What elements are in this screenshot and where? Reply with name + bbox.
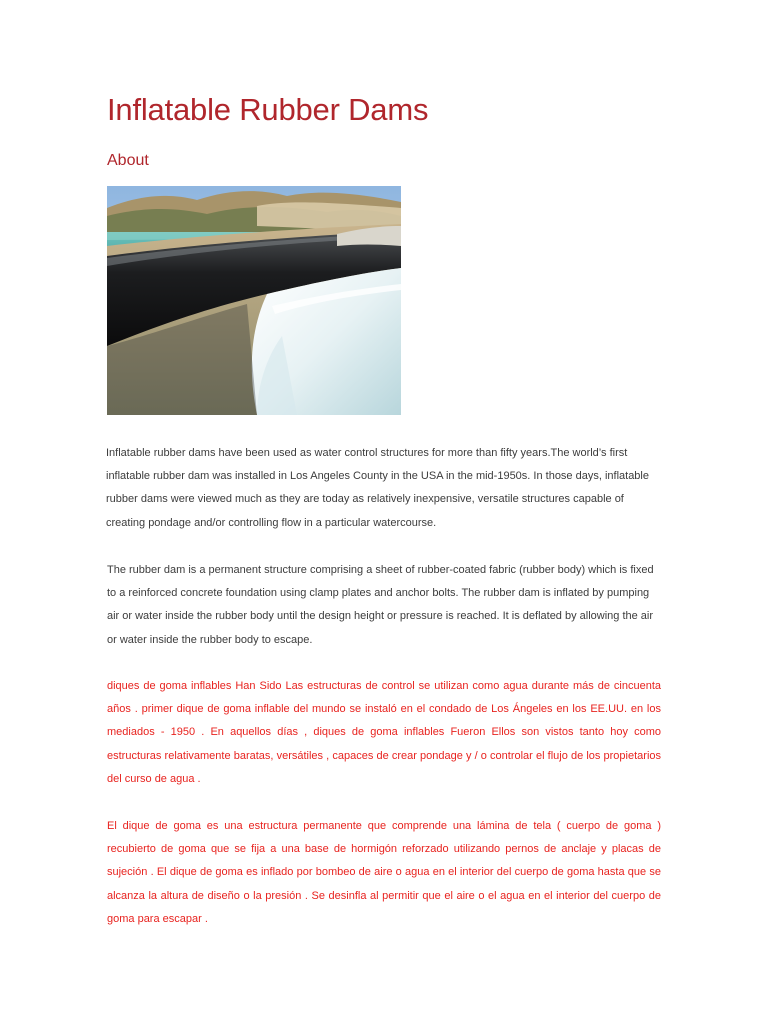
paragraph-english-2: The rubber dam is a permanent structure comprising a sheet of rubber-coated fabric (rubber body) which is fixed to a reinforced concrete foundation using clamp plates and anchor bolts. The rubber dam is inflated by pumping air or water inside the rubber body until the design height or pressure is reached. It is deflated by allowing the air or water inside the rubber body to escape.	[107, 564, 654, 646]
page-title: Inflatable Rubber Dams	[107, 92, 429, 127]
paragraph-spanish-2: El dique de goma es una estructura permanente que comprende una lámina de tela ( cuerpo de goma ) recubierto de goma que se fija a una base de hormigón reforzado utilizando pernos de anclaje y placas de sujeción . El dique de goma es inflado por bombeo de aire o agua en el interior del cuerpo de goma hasta que se alcanza la altura de diseño o la presión . Se desinfla al permitir que el aire o el agua en el interior del cuerpo de goma para escapar .	[107, 820, 661, 925]
paragraph-spanish-1: diques de goma inflables Han Sido Las estructuras de control se utilizan como agua durante más de cincuenta años . primer dique de goma inflable del mundo se instaló en el condado de Los Ángeles en los EE.UU. en los mediados - 1950 . En aquellos días , diques de goma inflables Fueron Ellos son vistos tanto hoy como estructuras relativamente baratas, versátiles , capaces de crear pondage y / o controlar el flujo de los propietarios del curso de agua .	[107, 680, 661, 785]
rubber-dam-photo	[107, 186, 401, 415]
section-heading: About	[107, 152, 149, 169]
paragraph-english-1: Inflatable rubber dams have been used as water control structures for more than fifty years.The world’s first inflatable rubber dam was installed in Los Angeles County in the USA in the mid-1950s. In those days, inflatable rubber dams were viewed much as they are today as relatively inexpensive, versatile structures capable of creating pondage and/or controlling flow in a particular watercourse.	[106, 447, 649, 529]
